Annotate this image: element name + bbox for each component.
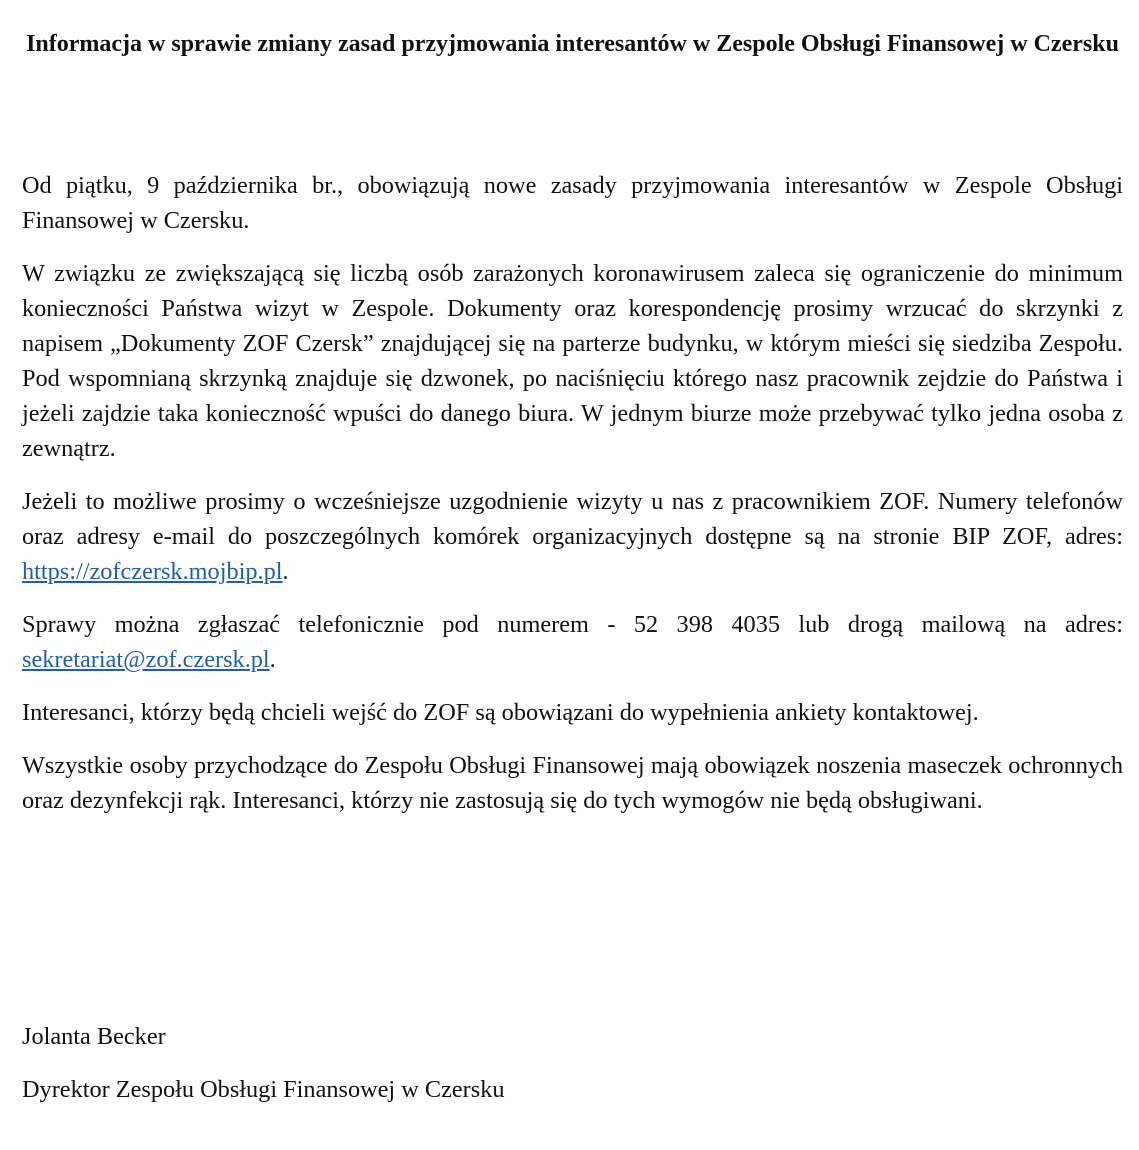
signature-name: Jolanta Becker <box>22 1023 166 1050</box>
paragraph-covid-restrictions: W związku ze zwiększającą się liczbą osób zarażonych koronawirusem zaleca się ograniczenie do minimum konieczności Państwa wizyt w Zespole. Dokumenty oraz korespondencję prosimy wrzucać do skrzynki z napisem „Dokumenty ZOF Czersk” znajdującej się na parterze budynku, w którym mieści się siedziba Zespołu. Pod wspomnianą skrzynką znajduje się dzwonek, po naciśnięciu którego nasz pracownik zejdzie do Państwa i jeżeli zajdzie taka konieczność wpuści do danego biura. W jednym biurze może przebywać tylko jedna osoba z zewnątrz. <box>22 260 1123 462</box>
document-page <box>22 0 1123 1103</box>
email-link[interactable]: sekretariat@zof.czersk.pl <box>22 646 270 673</box>
paragraph-masks: Wszystkie osoby przychodzące do Zespołu Obsługi Finansowej mają obowiązek noszenia maseczek ochronnych oraz dezynfekcji rąk. Interesanci, którzy nie zastosują się do tych wymogów nie będą obsługiwani. <box>22 752 1123 814</box>
signature-block <box>22 1019 1123 1107</box>
paragraph-opening: Od piątku, 9 października br., obowiązują nowe zasady przyjmowania interesantów w Zespole Obsługi Finansowej w Czersku. <box>22 172 1123 234</box>
paragraph-survey: Interesanci, którzy będą chcieli wejść do ZOF są obowiązani do wypełnienia ankiety kontaktowej. <box>22 699 979 726</box>
document-body <box>22 168 1123 836</box>
paragraph-appointment-end: . <box>282 558 289 585</box>
document-title: Informacja w sprawie zmiany zasad przyjmowania interesantów w Zespole Obsługi Finansowej w Czersku <box>26 31 1119 57</box>
bip-link[interactable]: https://zofczersk.mojbip.pl <box>22 558 283 585</box>
paragraph-contact-end: . <box>269 646 276 673</box>
signature-role: Dyrektor Zespołu Obsługi Finansowej w Czersku <box>22 1076 505 1103</box>
paragraph-appointment <box>22 484 1123 589</box>
paragraph-contact-text: Sprawy można zgłaszać telefonicznie pod numerem - 52 398 4035 lub drogą mailową na adres: <box>22 611 1123 638</box>
paragraph-contact <box>22 607 1123 677</box>
paragraph-appointment-text: Jeżeli to możliwe prosimy o wcześniejsze uzgodnienie wizyty u nas z pracownikiem ZOF. Numery telefonów oraz adresy e-mail do poszczególnych komórek organizacyjnych dostępne są na stronie BIP ZOF, adres: <box>22 488 1123 550</box>
